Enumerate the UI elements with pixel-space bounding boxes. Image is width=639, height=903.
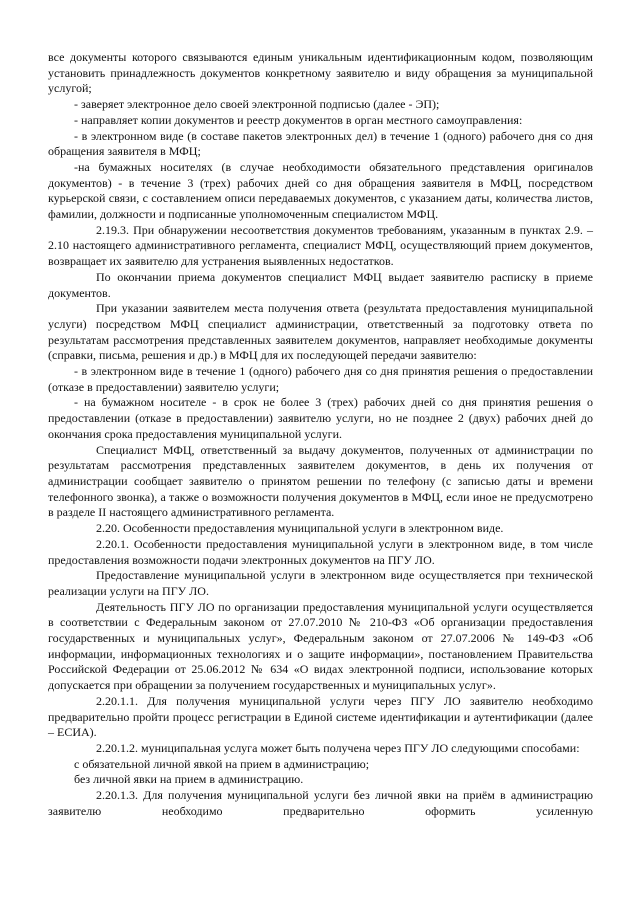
paragraph-4: - в электронном виде (в составе пакетов электронных дел) в течение 1 (одного) рабочего дня со дня обращения заявителя в МФЦ; [48, 128, 593, 159]
paragraph-14: Предоставление муниципальной услуги в электронном виде осуществляется при технической реализации услуги на ПГУ ЛО. [48, 568, 593, 598]
document-page [48, 50, 593, 819]
paragraph-9: - в электронном виде в течение 1 (одного) рабочего дня со дня принятия решения о предоставлении (отказе в предоставлении) заявителю услуги; [48, 364, 593, 394]
paragraph-17: 2.20.1.2. муниципальная услуга может быть получена через ПГУ ЛО следующими способами: [96, 740, 580, 755]
paragraph-12: 2.20. Особенности предоставления муниципальной услуги в электронном виде. [96, 521, 504, 536]
paragraph-2: - заверяет электронное дело своей электронной подписью (далее - ЭП); [74, 97, 440, 112]
paragraph-18: с обязательной личной явкой на прием в администрацию; [74, 756, 370, 771]
paragraph-7: По окончании приема документов специалист МФЦ выдает заявителю расписку в приеме документов. [48, 269, 593, 300]
paragraph-19: без личной явки на прием в администрацию. [74, 772, 304, 787]
paragraph-1: все документы которого связываются единым уникальным идентификационным кодом, позволяющим установить принадлежность документов конкретному заявителю и виду обращения за муниципальной услугой; [48, 50, 593, 96]
paragraph-13: 2.20.1. Особенности предоставления муниципальной услуги в электронном виде, в том числе предоставления возможности подачи электронных документов на ПГУ ЛО. [48, 536, 593, 567]
paragraph-10: - на бумажном носителе - в срок не более 3 (трех) рабочих дней со дня принятия решения о предоставлении (отказе в предоставлении) заявителю услуги, но не позднее 2 (двух) рабочих дней до окончания срока предоставления муниципальной услуги. [48, 395, 593, 441]
paragraph-16: 2.20.1.1. Для получения муниципальной услуги через ПГУ ЛО заявителю необходимо предварительно пройти процесс регистрации в Единой системе идентификации и аутентификации (далее – ЕСИА). [48, 693, 593, 740]
paragraph-11: Специалист МФЦ, ответственный за выдачу документов, полученных от администрации по результатам рассмотрения представленных заявителем документов, в день их получения от администрации сообщает заявителю о принятом решении по телефону (с записью даты и времени телефонного звонка), а также о возможности получения документов в МФЦ, если иное не предусмотрено в разделе II настоящего административного регламента. [48, 442, 593, 520]
paragraph-5: -на бумажных носителях (в случае необходимости обязательного представления оригиналов документов) - в течение 3 (трех) рабочих дней со дня обращения заявителя в МФЦ, посредством курьерской связи, с составлением описи передаваемых документов, с указанием даты, количества листов, фамилии, должности и подписанные уполномоченным специалистом МФЦ. [48, 159, 593, 222]
paragraph-3: - направляет копии документов и реестр документов в орган местного самоуправления: [74, 112, 523, 127]
paragraph-20: 2.20.1.3. Для получения муниципальной услуги без личной явки на приём в администрацию заявителю необходимо предварительно оформить усиленную [48, 788, 593, 818]
paragraph-6: 2.19.3. При обнаружении несоответствия документов требованиям, указанным в пунктах 2.9. – 2.10 настоящего административного регламента, специалист МФЦ, осуществляющий прием документов, возвращает их заявителю для устранения выявленных недостатков. [48, 222, 593, 269]
paragraph-8: При указании заявителем места получения ответа (результата предоставления муниципальной услуги) посредством МФЦ специалист администрации, ответственный за подготовку ответа по результатам рассмотрения представленных заявителем документов, направляет необходимые документы (справки, письма, решения и др.) в МФЦ для их последующей передачи заявителю: [48, 301, 593, 363]
paragraph-15: Деятельность ПГУ ЛО по организации предоставления муниципальной услуги осуществляется в соответствии с Федеральным законом от 27.07.2010 № 210-ФЗ «Об организации предоставления государственных и муниципальных услуг», Федеральным законом от 27.07.2006 № 149-ФЗ «Об информации, информационных технологиях и о защите информации», постановлением Правительства Российской Федерации от 25.06.2012 № 634 «О видах электронной подписи, использование которых допускается при обращении за получением государственных и муниципальных услуг». [48, 599, 593, 693]
